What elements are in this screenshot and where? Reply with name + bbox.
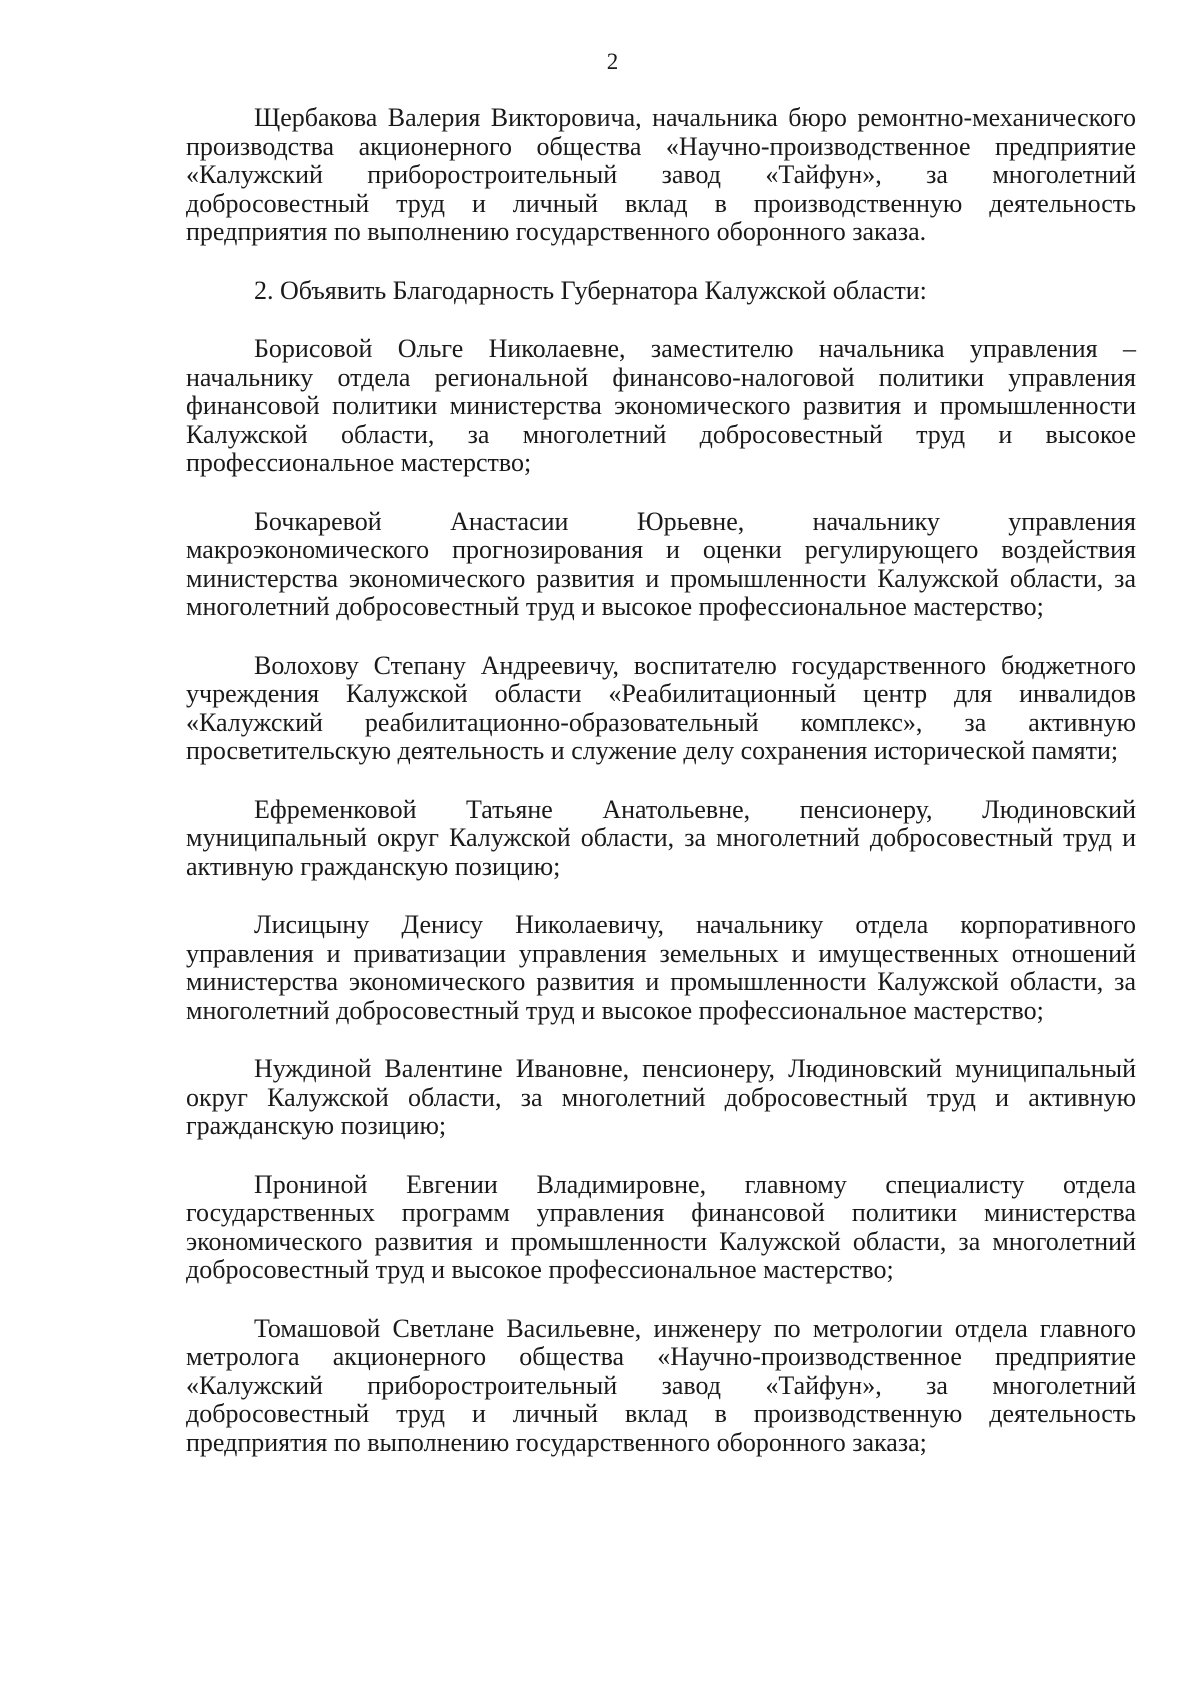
paragraph-gratitude-lisitsyn: Лисицыну Денису Николаевичу, начальнику отдела корпоративного управления и приватизации управления земельных и имущественных отношений министерства экономического развития и промышленности Калужской области, за многолетний добросовестный труд и высокое профессиональное мастерство; xyxy=(186,910,1136,1025)
paragraph-section-heading-gratitude: 2. Объявить Благодарность Губернатора Калужской области: xyxy=(254,275,927,305)
document-body xyxy=(186,104,1136,1457)
paragraph-gratitude-borisova: Борисовой Ольге Николаевне, заместителю начальника управления – начальнику отдела региональной финансово-налоговой политики управления финансовой политики министерства экономического развития и промышленности Калужской области, за многолетний добросовестный труд и высокое профессиональное мастерство; xyxy=(186,334,1136,477)
paragraph-gratitude-bochkareva: Бочкаревой Анастасии Юрьевне, начальнику управления макроэкономического прогнозирования и оценки регулирующего воздействия министерства экономического развития и промышленности Калужской области, за многолетний добросовестный труд и высокое профессиональное мастерство; xyxy=(186,506,1136,621)
paragraph-gratitude-nuzhdina: Нуждиной Валентине Ивановне, пенсионеру, Людиновский муниципальный округ Калужской области, за многолетний добросовестный труд и активную гражданскую позицию; xyxy=(186,1054,1136,1140)
paragraph-gratitude-tomashova: Томашовой Светлане Васильевне, инженеру по метрологии отдела главного метролога акционерного общества «Научно-производственное предприятие «Калужский приборостроительный завод «Тайфун», за многолетний добросовестный труд и личный вклад в производственную деятельность предприятия по выполнению государственного оборонного заказа; xyxy=(186,1313,1136,1457)
page-number: 2 xyxy=(606,49,619,74)
paragraph-gratitude-pronina: Прониной Евгении Владимировне, главному специалисту отдела государственных программ управления финансовой политики министерства экономического развития и промышленности Калужской области, за многолетний добросовестный труд и высокое профессиональное мастерство; xyxy=(186,1169,1136,1284)
paragraph-award-shcherbakov: Щербакова Валерия Викторовича, начальника бюро ремонтно-механического производства акционерного общества «Научно-производственное предприятие «Калужский приборостроительный завод «Тайфун», за многолетний добросовестный труд и личный вклад в производственную деятельность предприятия по выполнению государственного оборонного заказа. xyxy=(186,103,1136,246)
paragraph-gratitude-volokhov: Волохову Степану Андреевичу, воспитателю государственного бюджетного учреждения Калужской области «Реабилитационный центр для инвалидов «Калужский реабилитационно-образовательный комплекс», за активную просветительскую деятельность и служение делу сохранения исторической памяти; xyxy=(186,650,1136,765)
paragraph-gratitude-efremenkova: Ефременковой Татьяне Анатольевне, пенсионеру, Людиновский муниципальный округ Калужской области, за многолетний добросовестный труд и активную гражданскую позицию; xyxy=(186,794,1136,881)
